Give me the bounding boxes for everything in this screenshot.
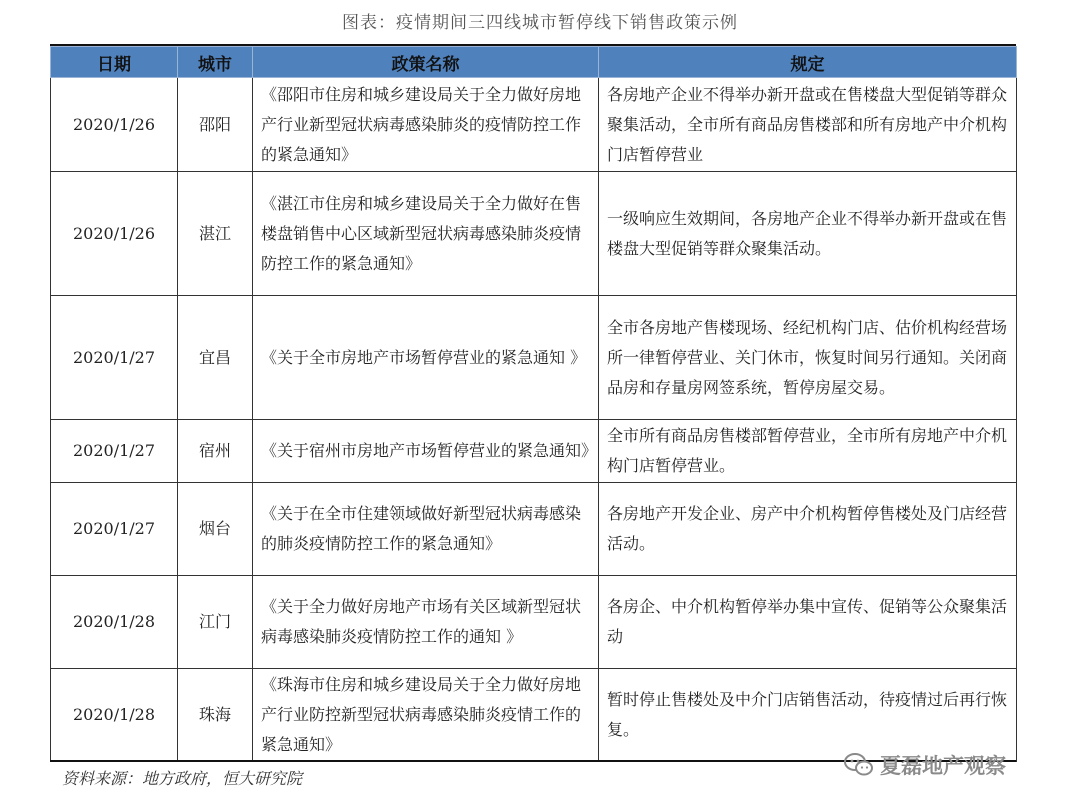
cell-city: 宜昌: [178, 296, 253, 420]
cell-regulation: 一级响应生效期间，各房地产企业不得举办新开盘或在售楼盘大型促销等群众聚集活动。: [599, 172, 1017, 296]
table-row: [51, 296, 1017, 420]
cell-date: 2020/1/27: [51, 483, 178, 576]
cell-policy-name: 《邵阳市住房和城乡建设局关于全力做好房地产行业新型冠状病毒感染肺炎的疫情防控工作的紧急通知》: [253, 78, 599, 172]
cell-regulation: 全市各房地产售楼现场、经纪机构门店、估价机构经营场所一律暂停营业、关门休市，恢复时间另行通知。关闭商品房和存量房网签系统，暂停房屋交易。: [599, 296, 1017, 420]
table-row: [51, 420, 1017, 483]
table-row: [51, 78, 1017, 172]
cell-policy-name: 《关于全力做好房地产市场有关区域新型冠状病毒感染肺炎疫情防控工作的通知 》: [253, 576, 599, 669]
header-regulation: 规定: [599, 47, 1017, 78]
cell-city: 江门: [178, 576, 253, 669]
cell-regulation: 各房地产企业不得举办新开盘或在售楼盘大型促销等群众聚集活动，全市所有商品房售楼部和所有房地产中介机构门店暂停营业: [599, 78, 1017, 172]
cell-city: 邵阳: [178, 78, 253, 172]
cell-city: 珠海: [178, 669, 253, 762]
header-city: 城市: [178, 47, 253, 78]
cell-date: 2020/1/28: [51, 576, 178, 669]
cell-regulation: 暂时停止售楼处及中介门店销售活动，待疫情过后再行恢复。: [599, 669, 1017, 762]
watermark: [844, 750, 1006, 780]
table-row: [51, 576, 1017, 669]
header-date: 日期: [51, 47, 178, 78]
cell-policy-name: 《湛江市住房和城乡建设局关于全力做好在售楼盘销售中心区域新型冠状病毒感染肺炎疫情防控工作的紧急通知》: [253, 172, 599, 296]
cell-date: 2020/1/27: [51, 420, 178, 483]
policy-table: [50, 46, 1017, 762]
cell-policy-name: 《珠海市住房和城乡建设局关于全力做好房地产行业防控新型冠状病毒感染肺炎疫情工作的紧急通知》: [253, 669, 599, 762]
policy-table-wrap: [50, 44, 1016, 762]
watermark-text: 夏磊地产观察: [880, 754, 1006, 778]
cell-date: 2020/1/26: [51, 78, 178, 172]
cell-policy-name: 《关于宿州市房地产市场暂停营业的紧急通知》: [253, 420, 599, 483]
cell-city: 烟台: [178, 483, 253, 576]
table-row: [51, 172, 1017, 296]
table-row: [51, 483, 1017, 576]
source-note: 资料来源：地方政府，恒大研究院: [62, 769, 303, 788]
figure-title: 图表：疫情期间三四线城市暂停线下销售政策示例: [342, 13, 738, 33]
table-row: [51, 669, 1017, 762]
cell-regulation: 各房地产开发企业、房产中介机构暂停售楼处及门店经营活动。: [599, 483, 1017, 576]
table-header-row: [51, 47, 1017, 78]
cell-city: 湛江: [178, 172, 253, 296]
cell-regulation: 各房企、中介机构暂停举办集中宣传、促销等公众聚集活动: [599, 576, 1017, 669]
cell-policy-name: 《关于在全市住建领域做好新型冠状病毒感染的肺炎疫情防控工作的紧急通知》: [253, 483, 599, 576]
cell-date: 2020/1/28: [51, 669, 178, 762]
cell-policy-name: 《关于全市房地产市场暂停营业的紧急通知 》: [253, 296, 599, 420]
wechat-icon: [844, 752, 874, 778]
cell-date: 2020/1/26: [51, 172, 178, 296]
cell-regulation: 全市所有商品房售楼部暂停营业，全市所有房地产中介机构门店暂停营业。: [599, 420, 1017, 483]
cell-city: 宿州: [178, 420, 253, 483]
header-policy-name: 政策名称: [253, 47, 599, 78]
cell-date: 2020/1/27: [51, 296, 178, 420]
